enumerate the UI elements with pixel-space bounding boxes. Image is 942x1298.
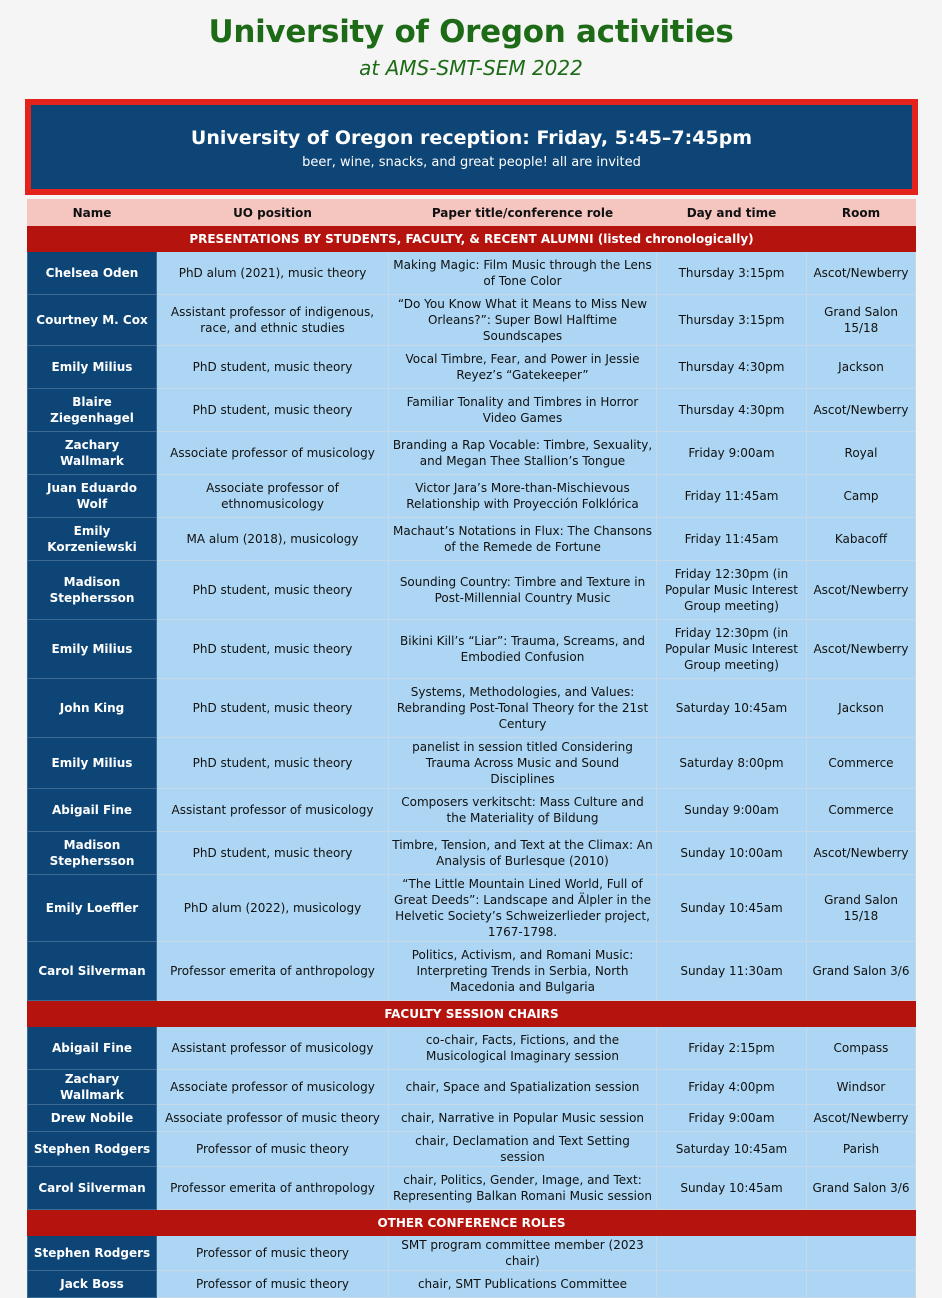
row-name: Stephen Rodgers bbox=[28, 1236, 157, 1271]
row-name: Emily Milius bbox=[28, 620, 157, 679]
row-title: Victor Jara’s More-than-Mischievous Relationship with Proyección Folklórica bbox=[389, 475, 657, 518]
row-room bbox=[807, 1271, 916, 1298]
row-name: Stephen Rodgers bbox=[28, 1132, 157, 1167]
row-title: Vocal Timbre, Fear, and Power in Jessie Reyez’s “Gatekeeper” bbox=[389, 346, 657, 389]
row-name: Emily Korzeniewski bbox=[28, 518, 157, 561]
table-row bbox=[28, 679, 916, 738]
table-row bbox=[28, 1070, 916, 1105]
table-row bbox=[28, 875, 916, 942]
row-name: Zachary Wallmark bbox=[28, 432, 157, 475]
row-name: Drew Nobile bbox=[28, 1105, 157, 1132]
table-row bbox=[28, 1105, 916, 1132]
row-title: chair, Space and Spatialization session bbox=[389, 1070, 657, 1105]
row-time: Friday 2:15pm bbox=[657, 1027, 807, 1070]
row-room: Ascot/Newberry bbox=[807, 1105, 916, 1132]
row-time: Thursday 4:30pm bbox=[657, 389, 807, 432]
row-name: Zachary Wallmark bbox=[28, 1070, 157, 1105]
row-name: Jack Boss bbox=[28, 1271, 157, 1298]
row-name: Abigail Fine bbox=[28, 1027, 157, 1070]
row-room: Kabacoff bbox=[807, 518, 916, 561]
row-position: Assistant professor of musicology bbox=[157, 789, 389, 832]
header-name: Name bbox=[28, 200, 157, 226]
row-position: Professor emerita of anthropology bbox=[157, 1167, 389, 1210]
table-row bbox=[28, 1132, 916, 1167]
reception-title: University of Oregon reception: Friday, 5:45–7:45pm bbox=[190, 127, 753, 149]
row-room: Ascot/Newberry bbox=[807, 389, 916, 432]
table-row bbox=[28, 738, 916, 789]
row-position: Professor of music theory bbox=[157, 1236, 389, 1271]
row-time: Saturday 10:45am bbox=[657, 679, 807, 738]
table-row bbox=[28, 346, 916, 389]
row-room: Jackson bbox=[807, 679, 916, 738]
row-title: co-chair, Facts, Fictions, and the Musicological Imaginary session bbox=[389, 1027, 657, 1070]
reception-banner bbox=[25, 99, 918, 195]
row-position: PhD student, music theory bbox=[157, 620, 389, 679]
row-position: PhD alum (2022), musicology bbox=[157, 875, 389, 942]
row-title: “The Little Mountain Lined World, Full of Great Deeds”: Landscape and Älpler in the Helvetic Society’s Schweizerlieder project, 1767-1798. bbox=[389, 875, 657, 942]
row-time: Friday 12:30pm (in Popular Music Interest Group meeting) bbox=[657, 561, 807, 620]
row-position: Professor of music theory bbox=[157, 1132, 389, 1167]
row-position: PhD student, music theory bbox=[157, 679, 389, 738]
row-title: Timbre, Tension, and Text at the Climax: An Analysis of Burlesque (2010) bbox=[389, 832, 657, 875]
row-name: Courtney M. Cox bbox=[28, 295, 157, 346]
page-subtitle: at AMS-SMT-SEM 2022 bbox=[359, 56, 583, 80]
row-title: Making Magic: Film Music through the Lens of Tone Color bbox=[389, 252, 657, 295]
table-row bbox=[28, 1027, 916, 1070]
row-room: Ascot/Newberry bbox=[807, 561, 916, 620]
row-room: Grand Salon 3/6 bbox=[807, 1167, 916, 1210]
row-title: Familiar Tonality and Timbres in Horror Video Games bbox=[389, 389, 657, 432]
table-row bbox=[28, 295, 916, 346]
row-title: Composers verkitscht: Mass Culture and the Materiality of Bildung bbox=[389, 789, 657, 832]
section-header-row bbox=[28, 226, 916, 252]
row-position: Assistant professor of indigenous, race, and ethnic studies bbox=[157, 295, 389, 346]
reception-subtitle: beer, wine, snacks, and great people! all are invited bbox=[302, 155, 641, 170]
row-room: Royal bbox=[807, 432, 916, 475]
row-name: Emily Milius bbox=[28, 738, 157, 789]
row-name: Abigail Fine bbox=[28, 789, 157, 832]
row-time: Saturday 10:45am bbox=[657, 1132, 807, 1167]
row-title: panelist in session titled Considering Trauma Across Music and Sound Disciplines bbox=[389, 738, 657, 789]
row-title: “Do You Know What it Means to Miss New Orleans?”: Super Bowl Halftime Soundscapes bbox=[389, 295, 657, 346]
row-time: Friday 11:45am bbox=[657, 475, 807, 518]
row-title: Politics, Activism, and Romani Music: Interpreting Trends in Serbia, North Macedonia and Bulgaria bbox=[389, 942, 657, 1001]
row-room: Grand Salon 15/18 bbox=[807, 295, 916, 346]
row-position: Professor emerita of anthropology bbox=[157, 942, 389, 1001]
table-row bbox=[28, 1167, 916, 1210]
row-name: Chelsea Oden bbox=[28, 252, 157, 295]
row-room: Windsor bbox=[807, 1070, 916, 1105]
row-name: John King bbox=[28, 679, 157, 738]
row-time: Thursday 4:30pm bbox=[657, 346, 807, 389]
row-name: Carol Silverman bbox=[28, 942, 157, 1001]
row-title: chair, Narrative in Popular Music session bbox=[389, 1105, 657, 1132]
row-title: chair, SMT Publications Committee bbox=[389, 1271, 657, 1298]
row-time: Sunday 10:45am bbox=[657, 875, 807, 942]
header-time: Day and time bbox=[657, 200, 807, 226]
row-name: Madison Stephersson bbox=[28, 832, 157, 875]
row-time: Friday 9:00am bbox=[657, 432, 807, 475]
row-room: Parish bbox=[807, 1132, 916, 1167]
section-header-row bbox=[28, 1001, 916, 1027]
row-time bbox=[657, 1271, 807, 1298]
table-row bbox=[28, 252, 916, 295]
row-room: Camp bbox=[807, 475, 916, 518]
row-time: Sunday 10:00am bbox=[657, 832, 807, 875]
section-title: FACULTY SESSION CHAIRS bbox=[28, 1001, 916, 1027]
row-position: PhD student, music theory bbox=[157, 561, 389, 620]
row-name: Blaire Ziegenhagel bbox=[28, 389, 157, 432]
row-time: Sunday 9:00am bbox=[657, 789, 807, 832]
table-row bbox=[28, 561, 916, 620]
section-title: OTHER CONFERENCE ROLES bbox=[28, 1210, 916, 1236]
row-title: Bikini Kill’s “Liar”: Trauma, Screams, and Embodied Confusion bbox=[389, 620, 657, 679]
row-name: Juan Eduardo Wolf bbox=[28, 475, 157, 518]
table-row bbox=[28, 789, 916, 832]
row-room: Compass bbox=[807, 1027, 916, 1070]
row-time: Friday 12:30pm (in Popular Music Interest Group meeting) bbox=[657, 620, 807, 679]
reception-banner-inner bbox=[31, 105, 912, 189]
row-title: chair, Politics, Gender, Image, and Text: Representing Balkan Romani Music session bbox=[389, 1167, 657, 1210]
row-time bbox=[657, 1236, 807, 1271]
row-time: Saturday 8:00pm bbox=[657, 738, 807, 789]
row-position: Assistant professor of musicology bbox=[157, 1027, 389, 1070]
table-row bbox=[28, 389, 916, 432]
row-name: Emily Milius bbox=[28, 346, 157, 389]
row-time: Thursday 3:15pm bbox=[657, 252, 807, 295]
row-position: Associate professor of ethnomusicology bbox=[157, 475, 389, 518]
row-position: PhD student, music theory bbox=[157, 738, 389, 789]
row-position: MA alum (2018), musicology bbox=[157, 518, 389, 561]
row-time: Thursday 3:15pm bbox=[657, 295, 807, 346]
table-header-row bbox=[28, 200, 916, 226]
table-row bbox=[28, 1236, 916, 1271]
row-room: Grand Salon 3/6 bbox=[807, 942, 916, 1001]
row-name: Emily Loeffler bbox=[28, 875, 157, 942]
activities-table bbox=[27, 199, 916, 1298]
row-time: Friday 11:45am bbox=[657, 518, 807, 561]
row-title: chair, Declamation and Text Setting session bbox=[389, 1132, 657, 1167]
row-time: Sunday 10:45am bbox=[657, 1167, 807, 1210]
row-title: Branding a Rap Vocable: Timbre, Sexuality, and Megan Thee Stallion’s Tongue bbox=[389, 432, 657, 475]
row-position: PhD alum (2021), music theory bbox=[157, 252, 389, 295]
header-position: UO position bbox=[157, 200, 389, 226]
row-room bbox=[807, 1236, 916, 1271]
row-position: Associate professor of music theory bbox=[157, 1105, 389, 1132]
row-position: Associate professor of musicology bbox=[157, 432, 389, 475]
table-row bbox=[28, 832, 916, 875]
row-title: Sounding Country: Timbre and Texture in Post-Millennial Country Music bbox=[389, 561, 657, 620]
row-position: Professor of music theory bbox=[157, 1271, 389, 1298]
row-room: Ascot/Newberry bbox=[807, 832, 916, 875]
table-row bbox=[28, 432, 916, 475]
table-row bbox=[28, 942, 916, 1001]
row-position: Associate professor of musicology bbox=[157, 1070, 389, 1105]
row-position: PhD student, music theory bbox=[157, 389, 389, 432]
header-room: Room bbox=[807, 200, 916, 226]
row-room: Grand Salon 15/18 bbox=[807, 875, 916, 942]
table-row bbox=[28, 475, 916, 518]
row-position: PhD student, music theory bbox=[157, 832, 389, 875]
row-time: Sunday 11:30am bbox=[657, 942, 807, 1001]
row-room: Ascot/Newberry bbox=[807, 252, 916, 295]
header-title: Paper title/conference role bbox=[389, 200, 657, 226]
page-title: University of Oregon activities bbox=[208, 14, 734, 50]
row-title: Systems, Methodologies, and Values: Rebranding Post-Tonal Theory for the 21st Century bbox=[389, 679, 657, 738]
table-row bbox=[28, 620, 916, 679]
table-row bbox=[28, 518, 916, 561]
row-room: Commerce bbox=[807, 738, 916, 789]
row-time: Friday 9:00am bbox=[657, 1105, 807, 1132]
row-room: Commerce bbox=[807, 789, 916, 832]
row-room: Jackson bbox=[807, 346, 916, 389]
section-title: PRESENTATIONS BY STUDENTS, FACULTY, & RECENT ALUMNI (listed chronologically) bbox=[28, 226, 916, 252]
row-title: Machaut’s Notations in Flux: The Chansons of the Remede de Fortune bbox=[389, 518, 657, 561]
table-body bbox=[28, 226, 916, 1298]
row-name: Madison Stephersson bbox=[28, 561, 157, 620]
row-position: PhD student, music theory bbox=[157, 346, 389, 389]
row-room: Ascot/Newberry bbox=[807, 620, 916, 679]
row-time: Friday 4:00pm bbox=[657, 1070, 807, 1105]
table-row bbox=[28, 1271, 916, 1298]
row-title: SMT program committee member (2023 chair) bbox=[389, 1236, 657, 1271]
section-header-row bbox=[28, 1210, 916, 1236]
row-name: Carol Silverman bbox=[28, 1167, 157, 1210]
